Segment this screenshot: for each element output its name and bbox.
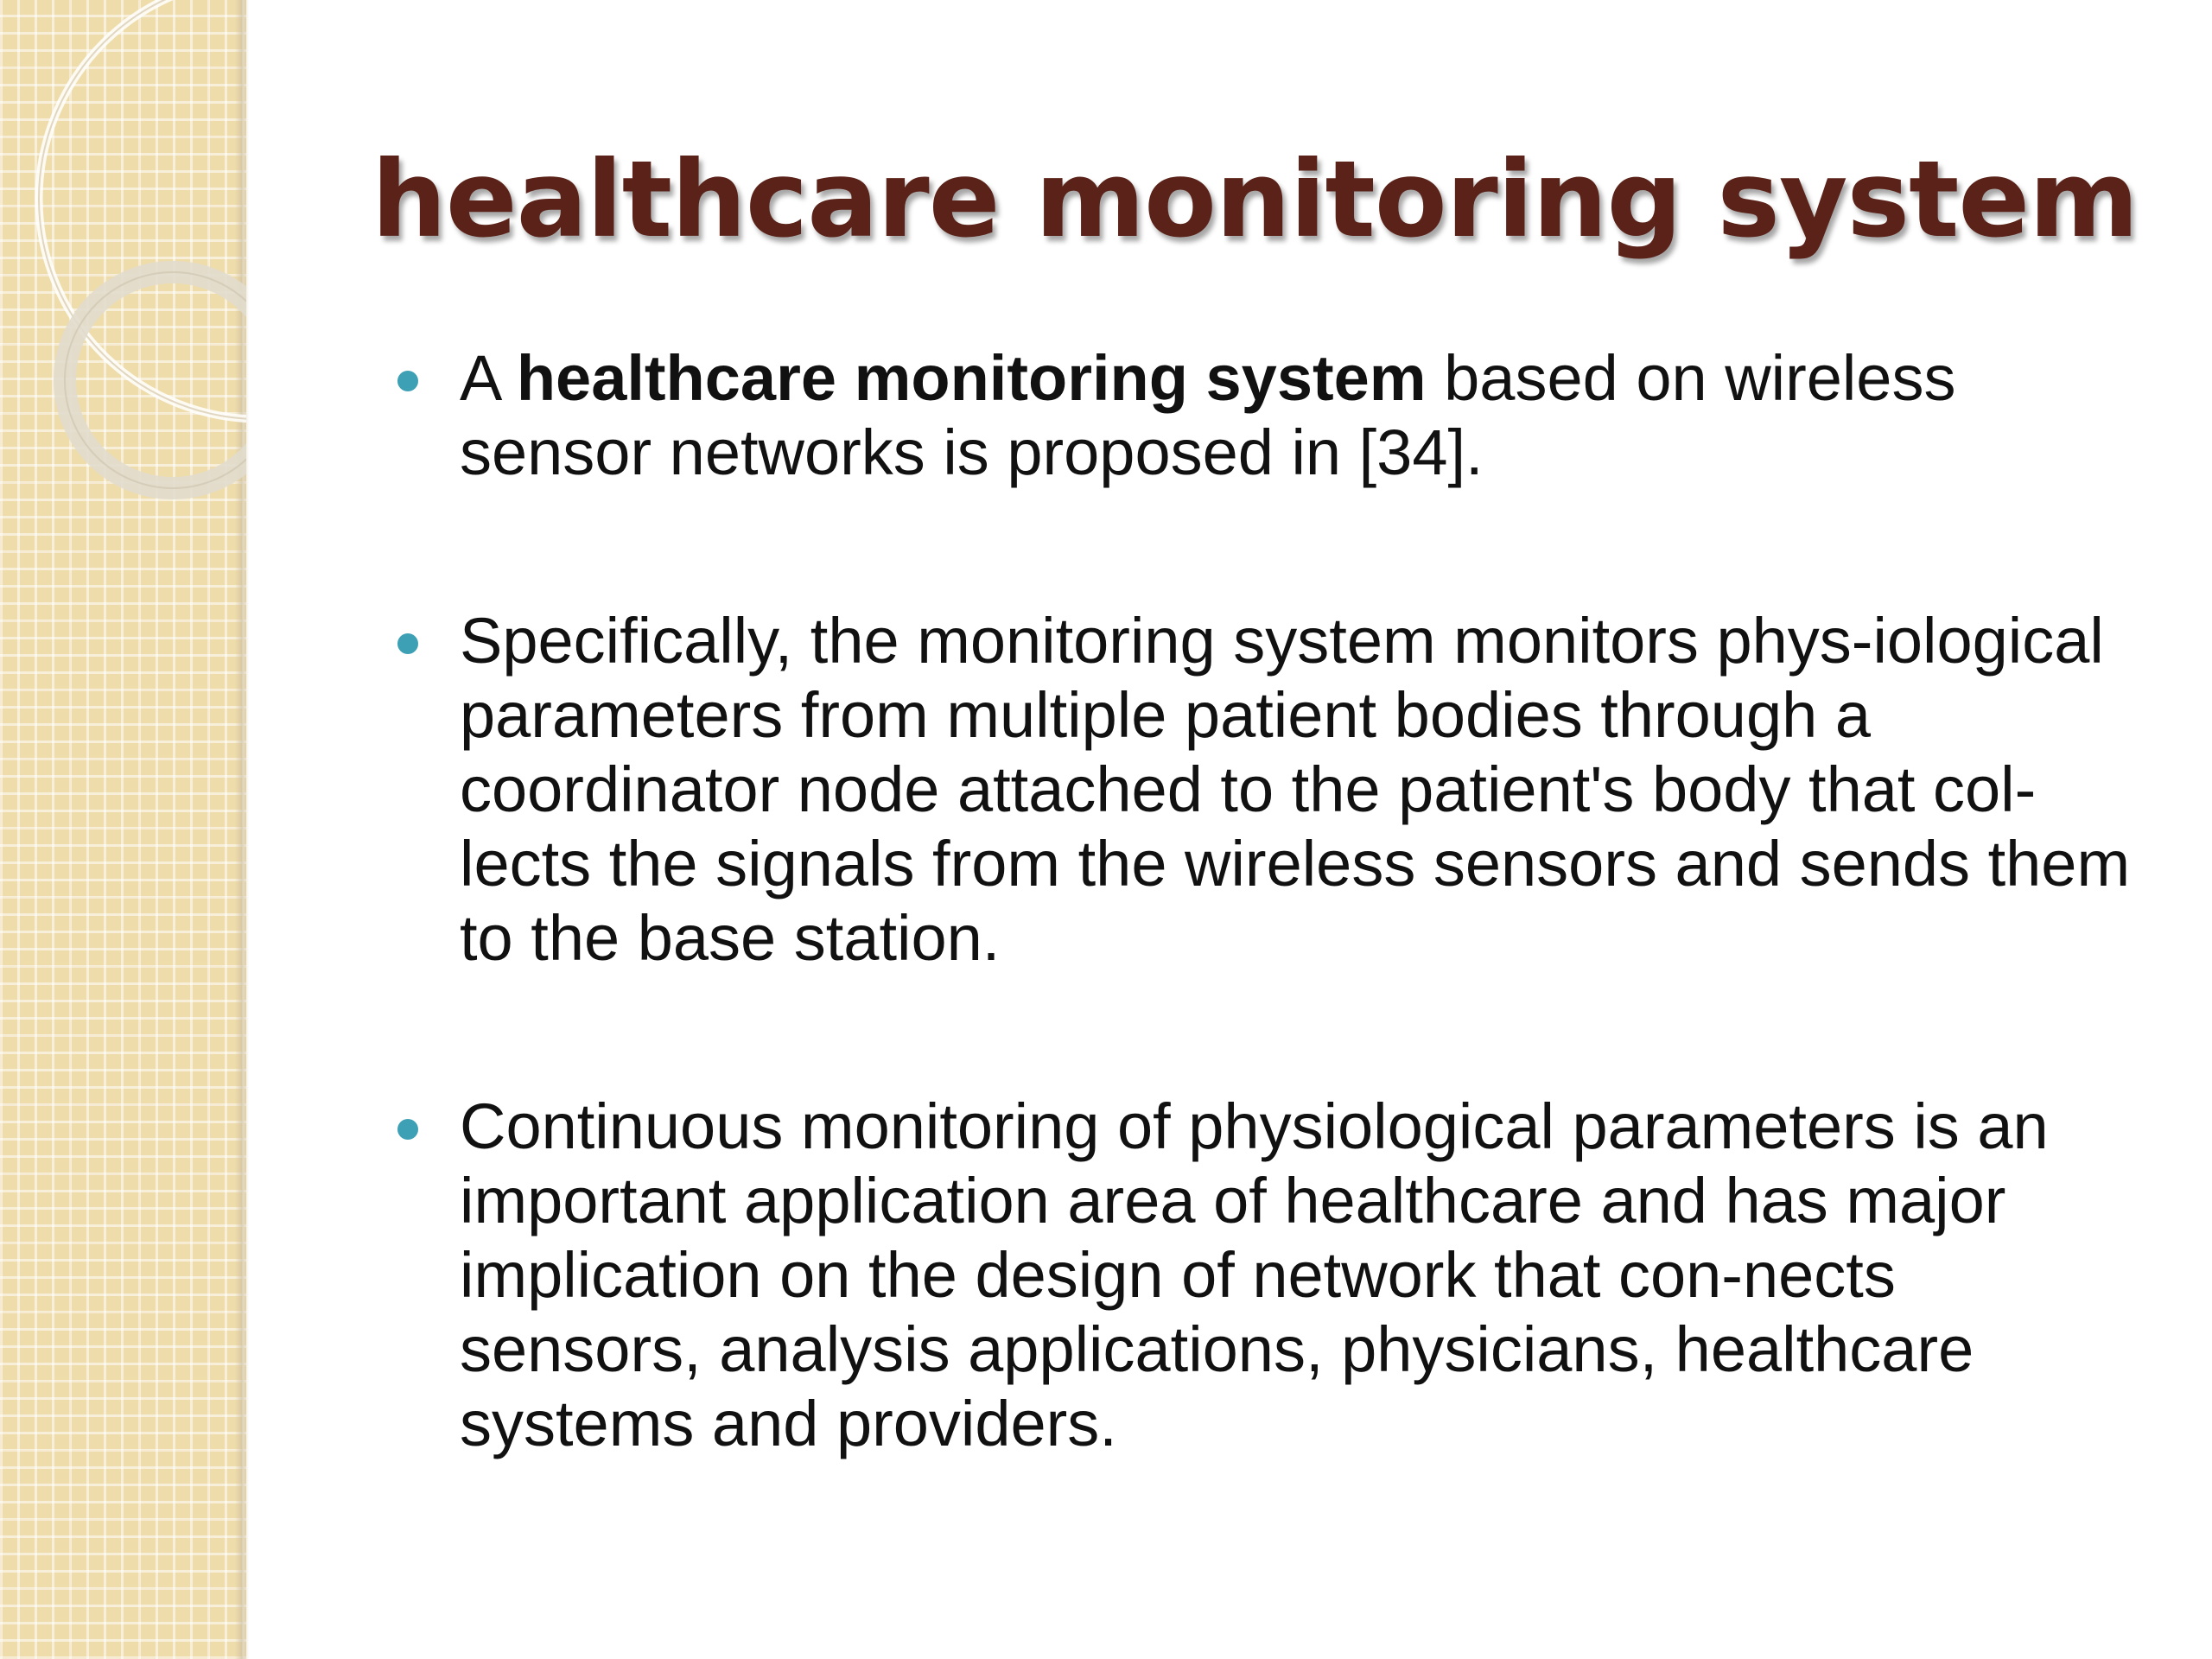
bullet-text: based on wireless sensor networks is proposed in [34]. — [460, 342, 1956, 488]
bullet-item — [397, 341, 2152, 490]
bullet-item — [397, 1090, 2152, 1461]
bullet-dot-icon — [397, 633, 418, 654]
bullet-item — [397, 604, 2152, 976]
bullet-list — [397, 341, 2152, 1575]
bullet-dot-icon — [397, 371, 418, 391]
bullet-dot-icon — [397, 1119, 418, 1140]
bullet-text: Continuous monitoring of physiological parameters is an important application area of healthcare and has major implication on the design of network that con-nects sensors, analysis applications, physicians, healthcare systems and providers. — [460, 1090, 2049, 1459]
bullet-lead: A — [460, 342, 517, 414]
slide-title: healthcare monitoring system — [372, 138, 2139, 261]
bullet-text: Specifically, the monitoring system monitors phys-iological parameters from multiple patient bodies through a coordinator node attached to the patient's body that col-lects the signals from the wireless sensors and sends them to the base station. — [460, 605, 2131, 974]
bullet-bold-term: healthcare monitoring system — [516, 342, 1427, 414]
decorative-rings — [0, 0, 246, 605]
